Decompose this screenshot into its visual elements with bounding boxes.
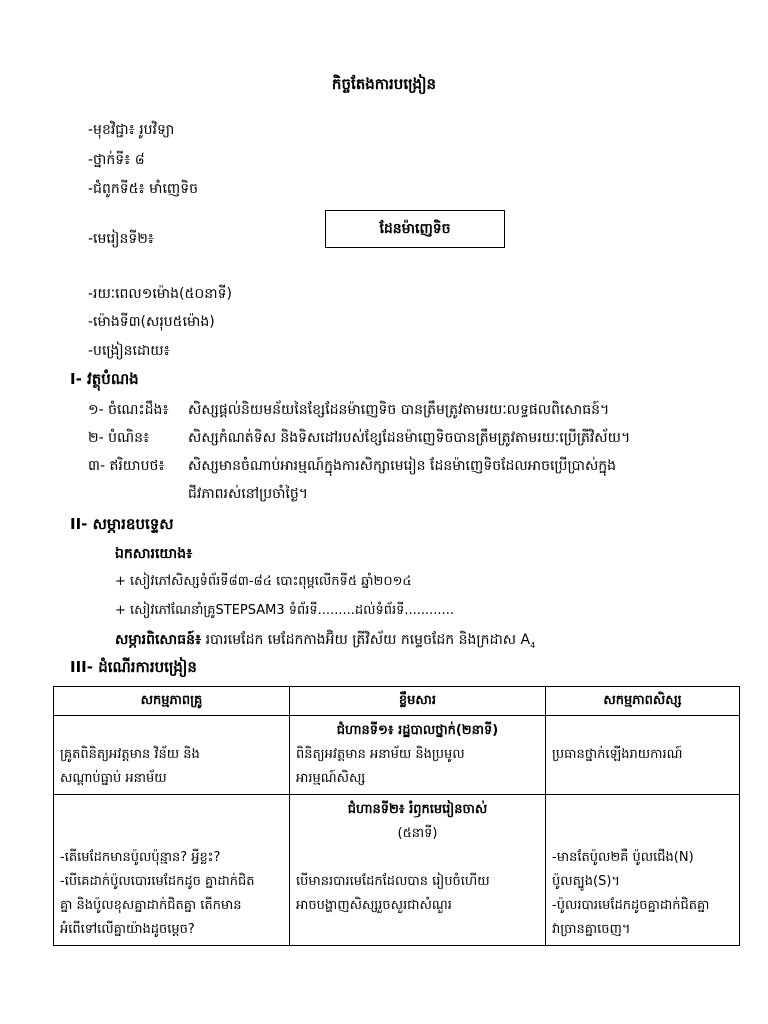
cell-line: គ្នា និងប៉ូលខុសគ្នាដាក់ជិតគ្នា តើកមាន xyxy=(60,898,242,913)
objective-number: ១- ចំណេះដឹង៖ xyxy=(88,402,169,418)
chapter-line: -ជំពូកទី៥៖ មាំញេទិច xyxy=(88,181,198,197)
cell-line: -បើគេដាក់ប៉ូលបោរមេដែកដូច គ្នាដាក់ជិត xyxy=(60,874,255,889)
cell-line: វាច្រានគ្នាចេញ។ xyxy=(552,922,631,937)
cell-line: -មានតែប៉ូល២គឺ ប៉ូលជើង(N) xyxy=(552,850,694,865)
cell-line: អាចបង្ហាញសិស្សរួចសួរជាសំណួរ xyxy=(296,898,452,913)
header-teacher-activity: សកម្មភាពគ្រូ xyxy=(54,687,290,716)
header-student-activity: សកម្មភាពសិស្ស xyxy=(546,687,740,716)
section-process-heading: III- ដំណើរការបង្រៀន xyxy=(70,658,197,676)
cell-line: ប៉ូលត្បូង(S)។ xyxy=(552,874,620,889)
cell-line: អំពើទៅលើគ្នាយ៉ាងដូចម្តេច? xyxy=(60,922,195,937)
experiment-materials-text: របារមេដែក មេដែកកាងអ៊ិយ ត្រីវិស័យ កម្ទេចដែក និងក្រដាស A xyxy=(205,632,531,648)
objective-number: ៣- ឥរិយាបថ៖ xyxy=(88,458,165,474)
lesson-process-table xyxy=(53,686,740,946)
stage1-title: ជំហានទី១៖ រដ្ឋបាលថ្នាក់(២នាទី) xyxy=(336,723,499,738)
reference-teacher-guide: + សៀវភៅណែនាំគ្រូSTEPSAM3 ទំព័រទី.........ដល់ទំព័រទី............ xyxy=(115,603,454,618)
experiment-materials xyxy=(115,630,535,651)
cell-line: អារម្មណ៍សិស្ស xyxy=(296,771,366,786)
objective-text: សិស្សផ្តល់និយមន័យនៃខ្សែដែនម៉ាញេទិច បានត្រឹមត្រូវតាមរយៈលទ្ធផលពិសោធន៍។ xyxy=(188,402,610,418)
cell-line: ពិនិត្យអវត្តមាន អនាម័យ និងប្រមូល xyxy=(296,747,465,762)
objective-text: សិស្សមានចំណាប់អារម្មណ៍ក្នុងការសិក្សាមេរៀន ដែនម៉ាញេទិចដែលអាចប្រើប្រាស់ក្នុង xyxy=(188,458,617,474)
table-row xyxy=(54,716,740,795)
experiment-materials-label: សម្ភារពិសោធន៍៖ xyxy=(115,632,202,648)
stage2-teacher-cell xyxy=(54,795,290,946)
cell-line: សណ្តាប់ធ្នាប់ អនាម័យ xyxy=(60,771,167,786)
grade-line: -ថ្នាក់ទី៖ ៨ xyxy=(88,152,145,168)
cell-line: បើមានរបារមេដែកដែលបាន រៀបចំហើយ xyxy=(296,874,490,889)
stage1-teacher-cell xyxy=(54,716,290,795)
document-title: កិច្ចតែងការបង្រៀន xyxy=(331,75,437,93)
cell-line: គ្រូតពិនិត្យអវត្តមាន វិន័យ និង xyxy=(60,747,200,762)
objective-attitude-continuation: ជីវភាពរស់នៅប្រចាំថ្ងៃ។ xyxy=(188,486,309,502)
stage2-content-cell xyxy=(290,795,546,946)
stage1-student-cell xyxy=(546,716,740,795)
cell-line: ប្រធានថ្នាក់ឡើងរាយការណ៍ xyxy=(552,747,683,762)
duration-line: -រយៈពេល១ម៉ោង(៥០នាទី) xyxy=(88,286,232,302)
stage2-title: ជំហានទី២៖ រំឭកមេរៀនចាស់ xyxy=(347,802,488,817)
stage2-duration: (៥នាទី) xyxy=(397,826,438,841)
header-content: ខ្លឹមសារ xyxy=(290,687,546,716)
table-row xyxy=(54,795,740,946)
lesson-title-box: ដែនម៉ាញេទិច xyxy=(325,210,505,248)
objective-knowledge xyxy=(88,400,738,420)
objective-text: សិស្សកំណត់ទិស និងទិសដៅរបស់ខ្សែដែនម៉ាញេទិចបានត្រឹមត្រូវតាមរយៈប្រើត្រីវិស័យ។ xyxy=(188,430,631,446)
cell-line: -ប៉ូលរបារមេដែកដូចគ្នាដាក់ជិតគ្នា xyxy=(552,898,710,913)
objective-number: ២- បំណិន៖ xyxy=(88,430,150,446)
lesson-line: -មេរៀនទី២៖ xyxy=(88,231,154,247)
subject-line: -មុខវិជ្ជា៖ រូបវិទ្យា xyxy=(88,122,175,138)
cell-line: -តើមេដែកមានប៉ូលប៉ុន្មាន? អ្វីខ្លះ? xyxy=(60,850,221,865)
reference-student-book: + សៀវភៅសិស្សទំព័រទី៨៣-៨៤ បោះពុម្ពលើកទី៥ ឆ្នាំ២០១៤ xyxy=(115,574,412,589)
stage1-content-cell xyxy=(290,716,546,795)
stage2-student-cell xyxy=(546,795,740,946)
section-materials-heading: II- សម្ភារឧបទ្ទេស xyxy=(70,515,174,533)
section-objectives-heading: I- វត្ថុបំណង xyxy=(70,370,139,388)
objective-skill xyxy=(88,428,738,448)
hour-line: -ម៉ោងទី៣(សរុប៥ម៉ោង) xyxy=(88,314,215,330)
table-header-row xyxy=(54,687,740,716)
paper-size-subscript: 4 xyxy=(530,640,536,650)
teacher-line: -បង្រៀនដោយ៖ xyxy=(88,343,170,359)
references-heading: ឯកសារយោង៖ xyxy=(115,546,193,562)
objective-attitude xyxy=(88,456,738,476)
